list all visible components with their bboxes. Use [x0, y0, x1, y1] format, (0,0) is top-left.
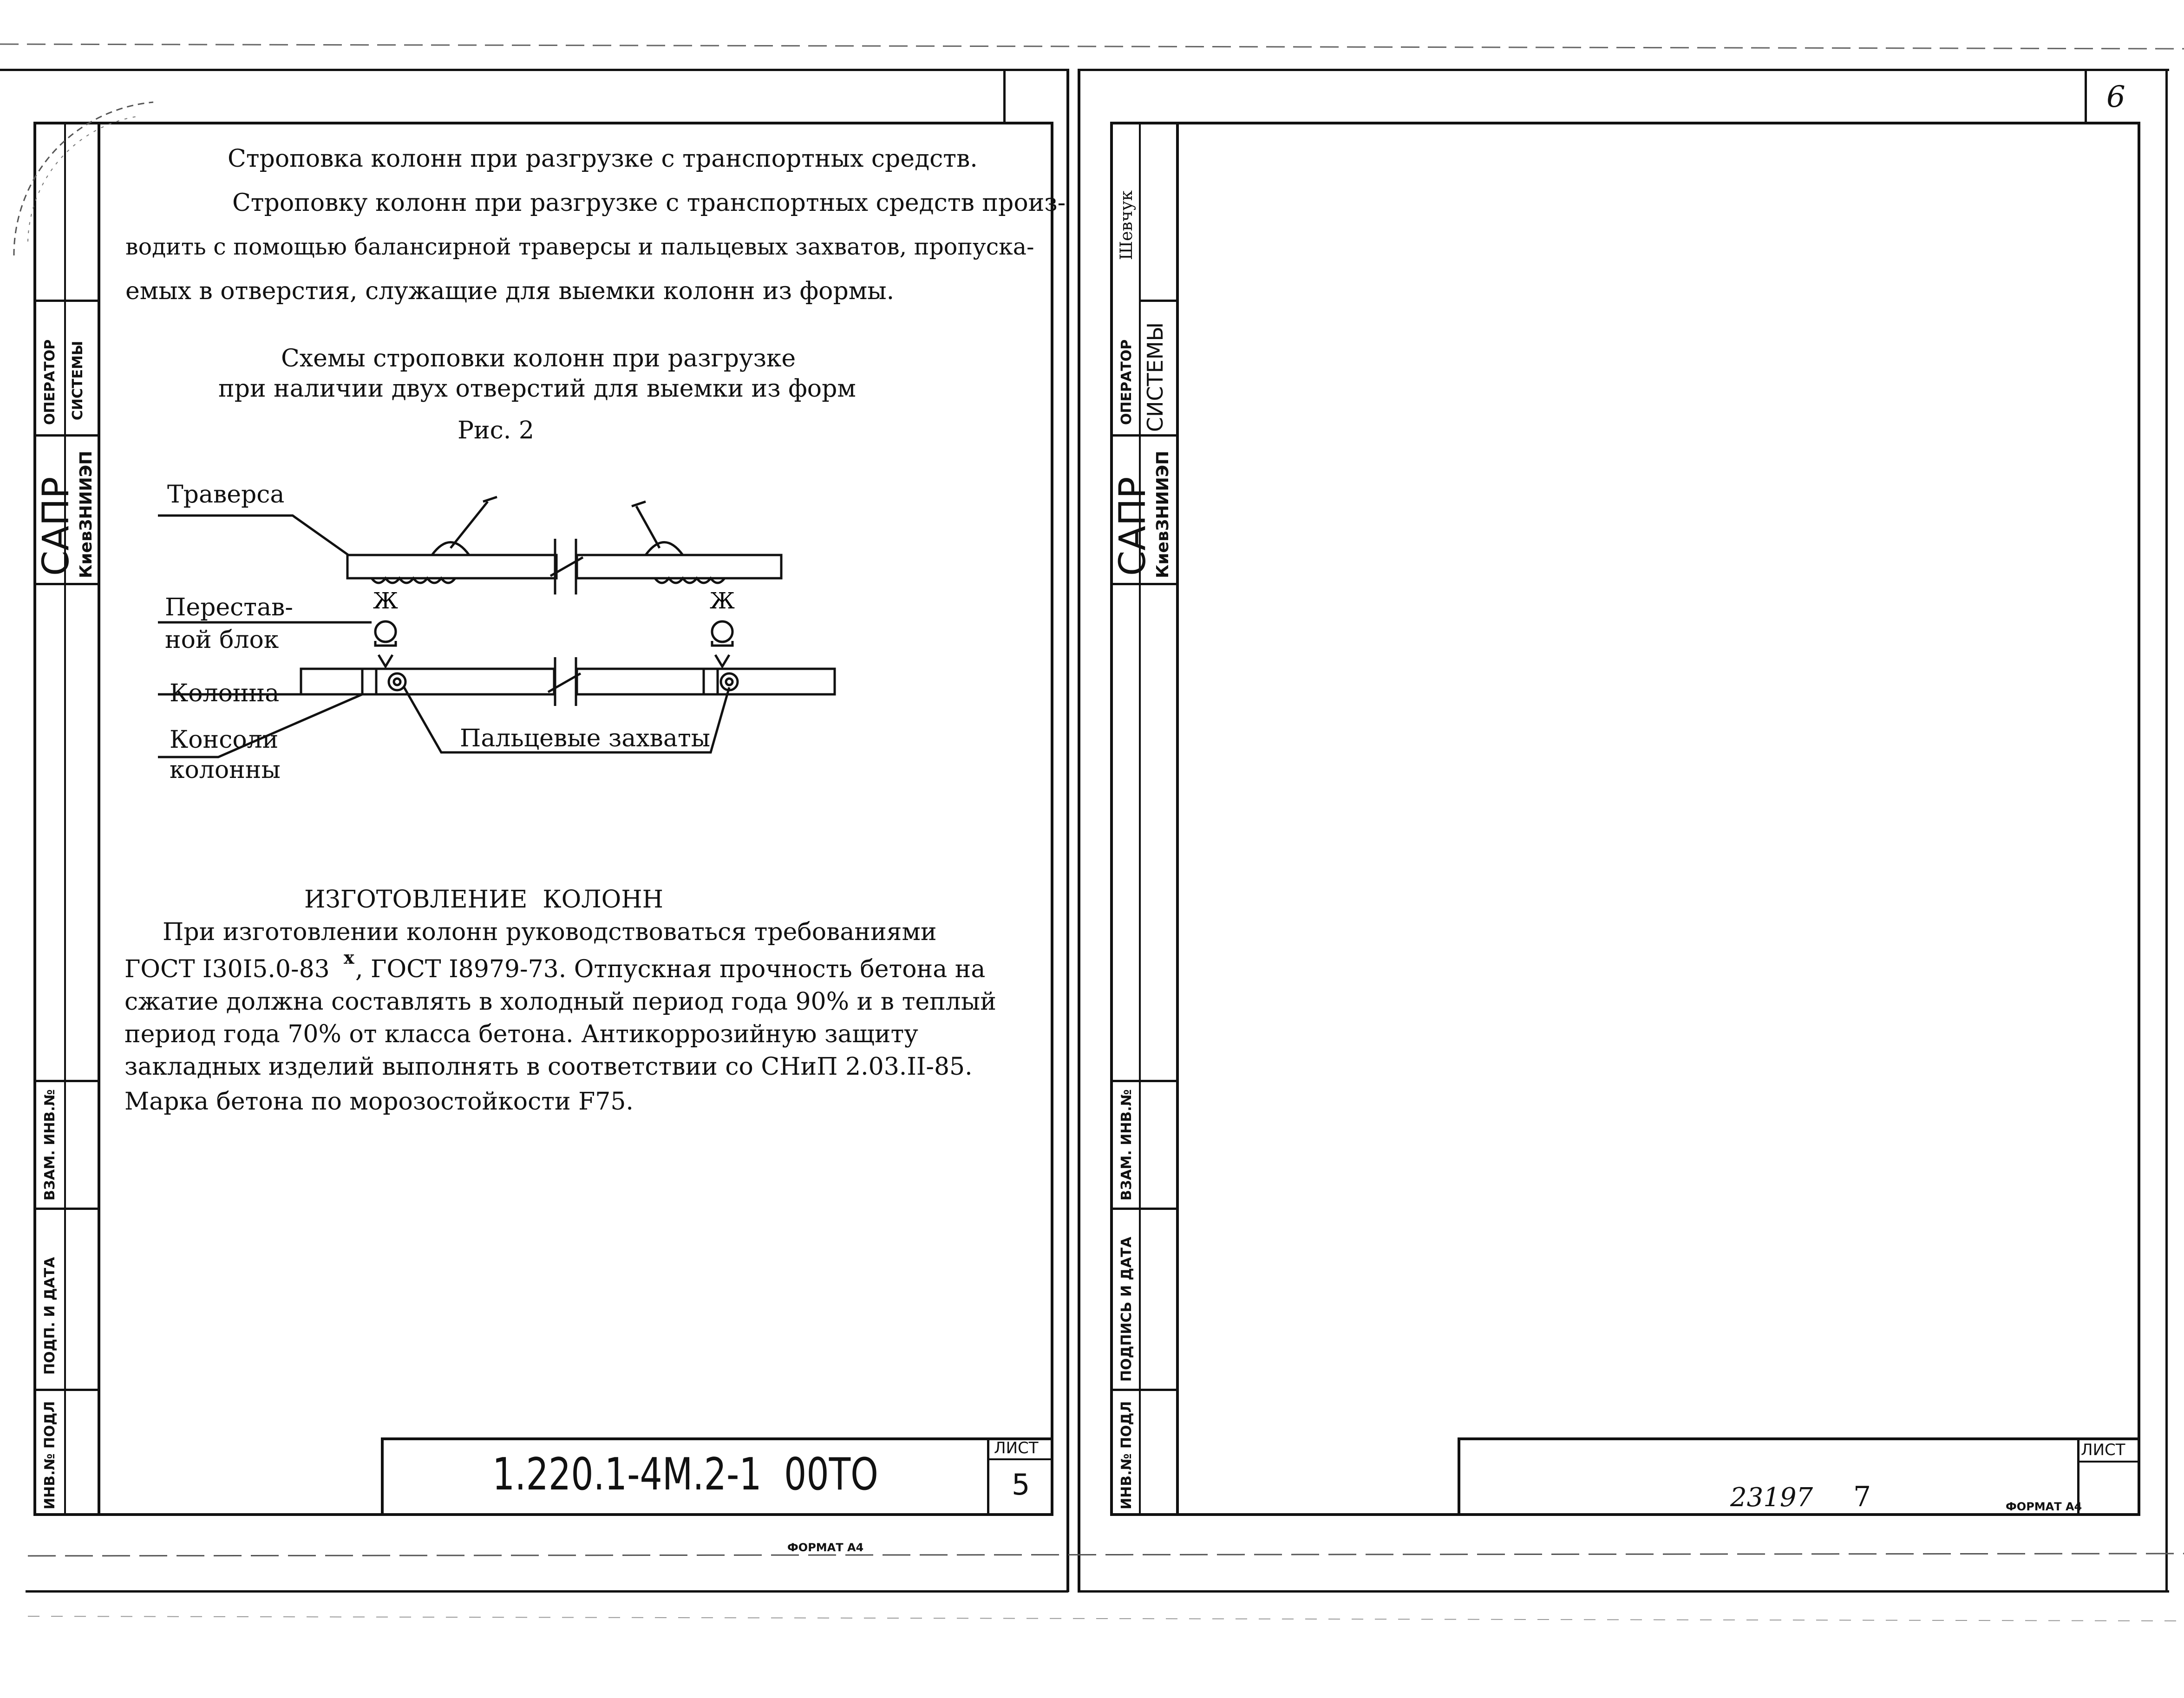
- left-heading: Строповка колонн при разгрузке с транспортных средств.: [228, 145, 978, 173]
- left-side-podp: ПОДП. И ДАТА: [42, 1257, 58, 1375]
- right-format: ФОРМАТ А4: [2006, 1500, 2082, 1513]
- right-side-operator: ОПЕРАТОР: [1118, 339, 1135, 425]
- left-format: ФОРМАТ А4: [787, 1541, 864, 1554]
- right-side-systems: СИСТЕМЫ: [1143, 322, 1168, 432]
- body-superscript: x: [344, 947, 354, 968]
- right-side-vzam: ВЗАМ. ИНВ.№: [1118, 1089, 1135, 1201]
- body-line-5: закладных изделий выполнять в соответствии со СНиП 2.03.II-85.: [124, 1053, 973, 1081]
- body-line-4: период года 70% от класса бетона. Антикоррозийную защиту: [124, 1020, 918, 1048]
- label-column: Колонна: [170, 679, 280, 707]
- body-line-2a: ГОСТ I30I5.0-83: [124, 955, 330, 983]
- scheme-title-1: Схемы строповки колонн при разгрузке: [281, 345, 796, 372]
- right-corner-number: 6: [2106, 80, 2125, 114]
- hook-symbol-left: Ж: [373, 588, 398, 614]
- left-intro-line-1: Строповку колонн при разгрузке с транспортных средств произ-: [232, 189, 1066, 217]
- left-sheet-number: 5: [1012, 1468, 1030, 1502]
- right-side-sapr: САПР: [1112, 477, 1154, 576]
- stamp-code: 1.220.1-4М.2-1 00ТО: [492, 1448, 878, 1500]
- body-line-2b: , ГОСТ I8979-73. Отпускная прочность бетона на: [355, 955, 986, 983]
- right-footer-number: 23197: [1730, 1482, 1813, 1513]
- right-footer-page: 7: [1853, 1481, 1871, 1513]
- label-grips: Пальцевые захваты: [460, 725, 710, 752]
- figure-label: Рис. 2: [458, 417, 534, 444]
- left-intro-line-3: емых в отверстия, служащие для выемки колонн из формы.: [125, 277, 895, 305]
- left-side-operator: ОПЕРАТОР: [42, 339, 58, 425]
- scheme-title-2: при наличии двух отверстий для выемки из форм: [218, 375, 856, 403]
- label-traverse: Траверса: [167, 481, 285, 509]
- left-side-vzam: ВЗАМ. ИНВ.№: [42, 1089, 58, 1201]
- left-side-systems: СИСТЕМЫ: [70, 340, 86, 420]
- hook-symbol-right: Ж: [710, 588, 735, 614]
- section-title: ИЗГОТОВЛЕНИЕ КОЛОНН: [304, 886, 663, 914]
- right-side-kiev: КиевЗНИИЭП: [1153, 451, 1172, 578]
- left-sheet-label: ЛИСТ: [994, 1439, 1039, 1457]
- right-side-podp: ПОДПИСЬ И ДАТА: [1118, 1236, 1135, 1382]
- right-side-inv: ИНВ.№ ПОДЛ: [1118, 1401, 1135, 1509]
- label-block-2: ной блок: [165, 626, 279, 654]
- left-side-sapr: САПР: [35, 477, 77, 576]
- label-consoles-1: Консоли: [170, 726, 279, 754]
- left-side-inv: ИНВ.№ ПОДЛ: [42, 1401, 58, 1509]
- body-line-1: При изготовлении колонн руководствоваться требованиями: [163, 918, 937, 946]
- label-consoles-2: колонны: [170, 756, 281, 784]
- left-intro-line-2: водить с помощью балансирной траверсы и пальцевых захватов, пропуска-: [125, 234, 1034, 260]
- right-sheet-label: ЛИСТ: [2081, 1441, 2125, 1459]
- left-side-kiev: КиевЗНИИЭП: [77, 451, 96, 578]
- right-side-surname: Шевчук: [1117, 190, 1136, 260]
- label-block-1: Перестав-: [165, 594, 293, 621]
- body-line-6: Марка бетона по морозостойкости F75.: [124, 1088, 634, 1116]
- body-line-3: сжатие должна составлять в холодный период года 90% и в теплый: [124, 988, 996, 1016]
